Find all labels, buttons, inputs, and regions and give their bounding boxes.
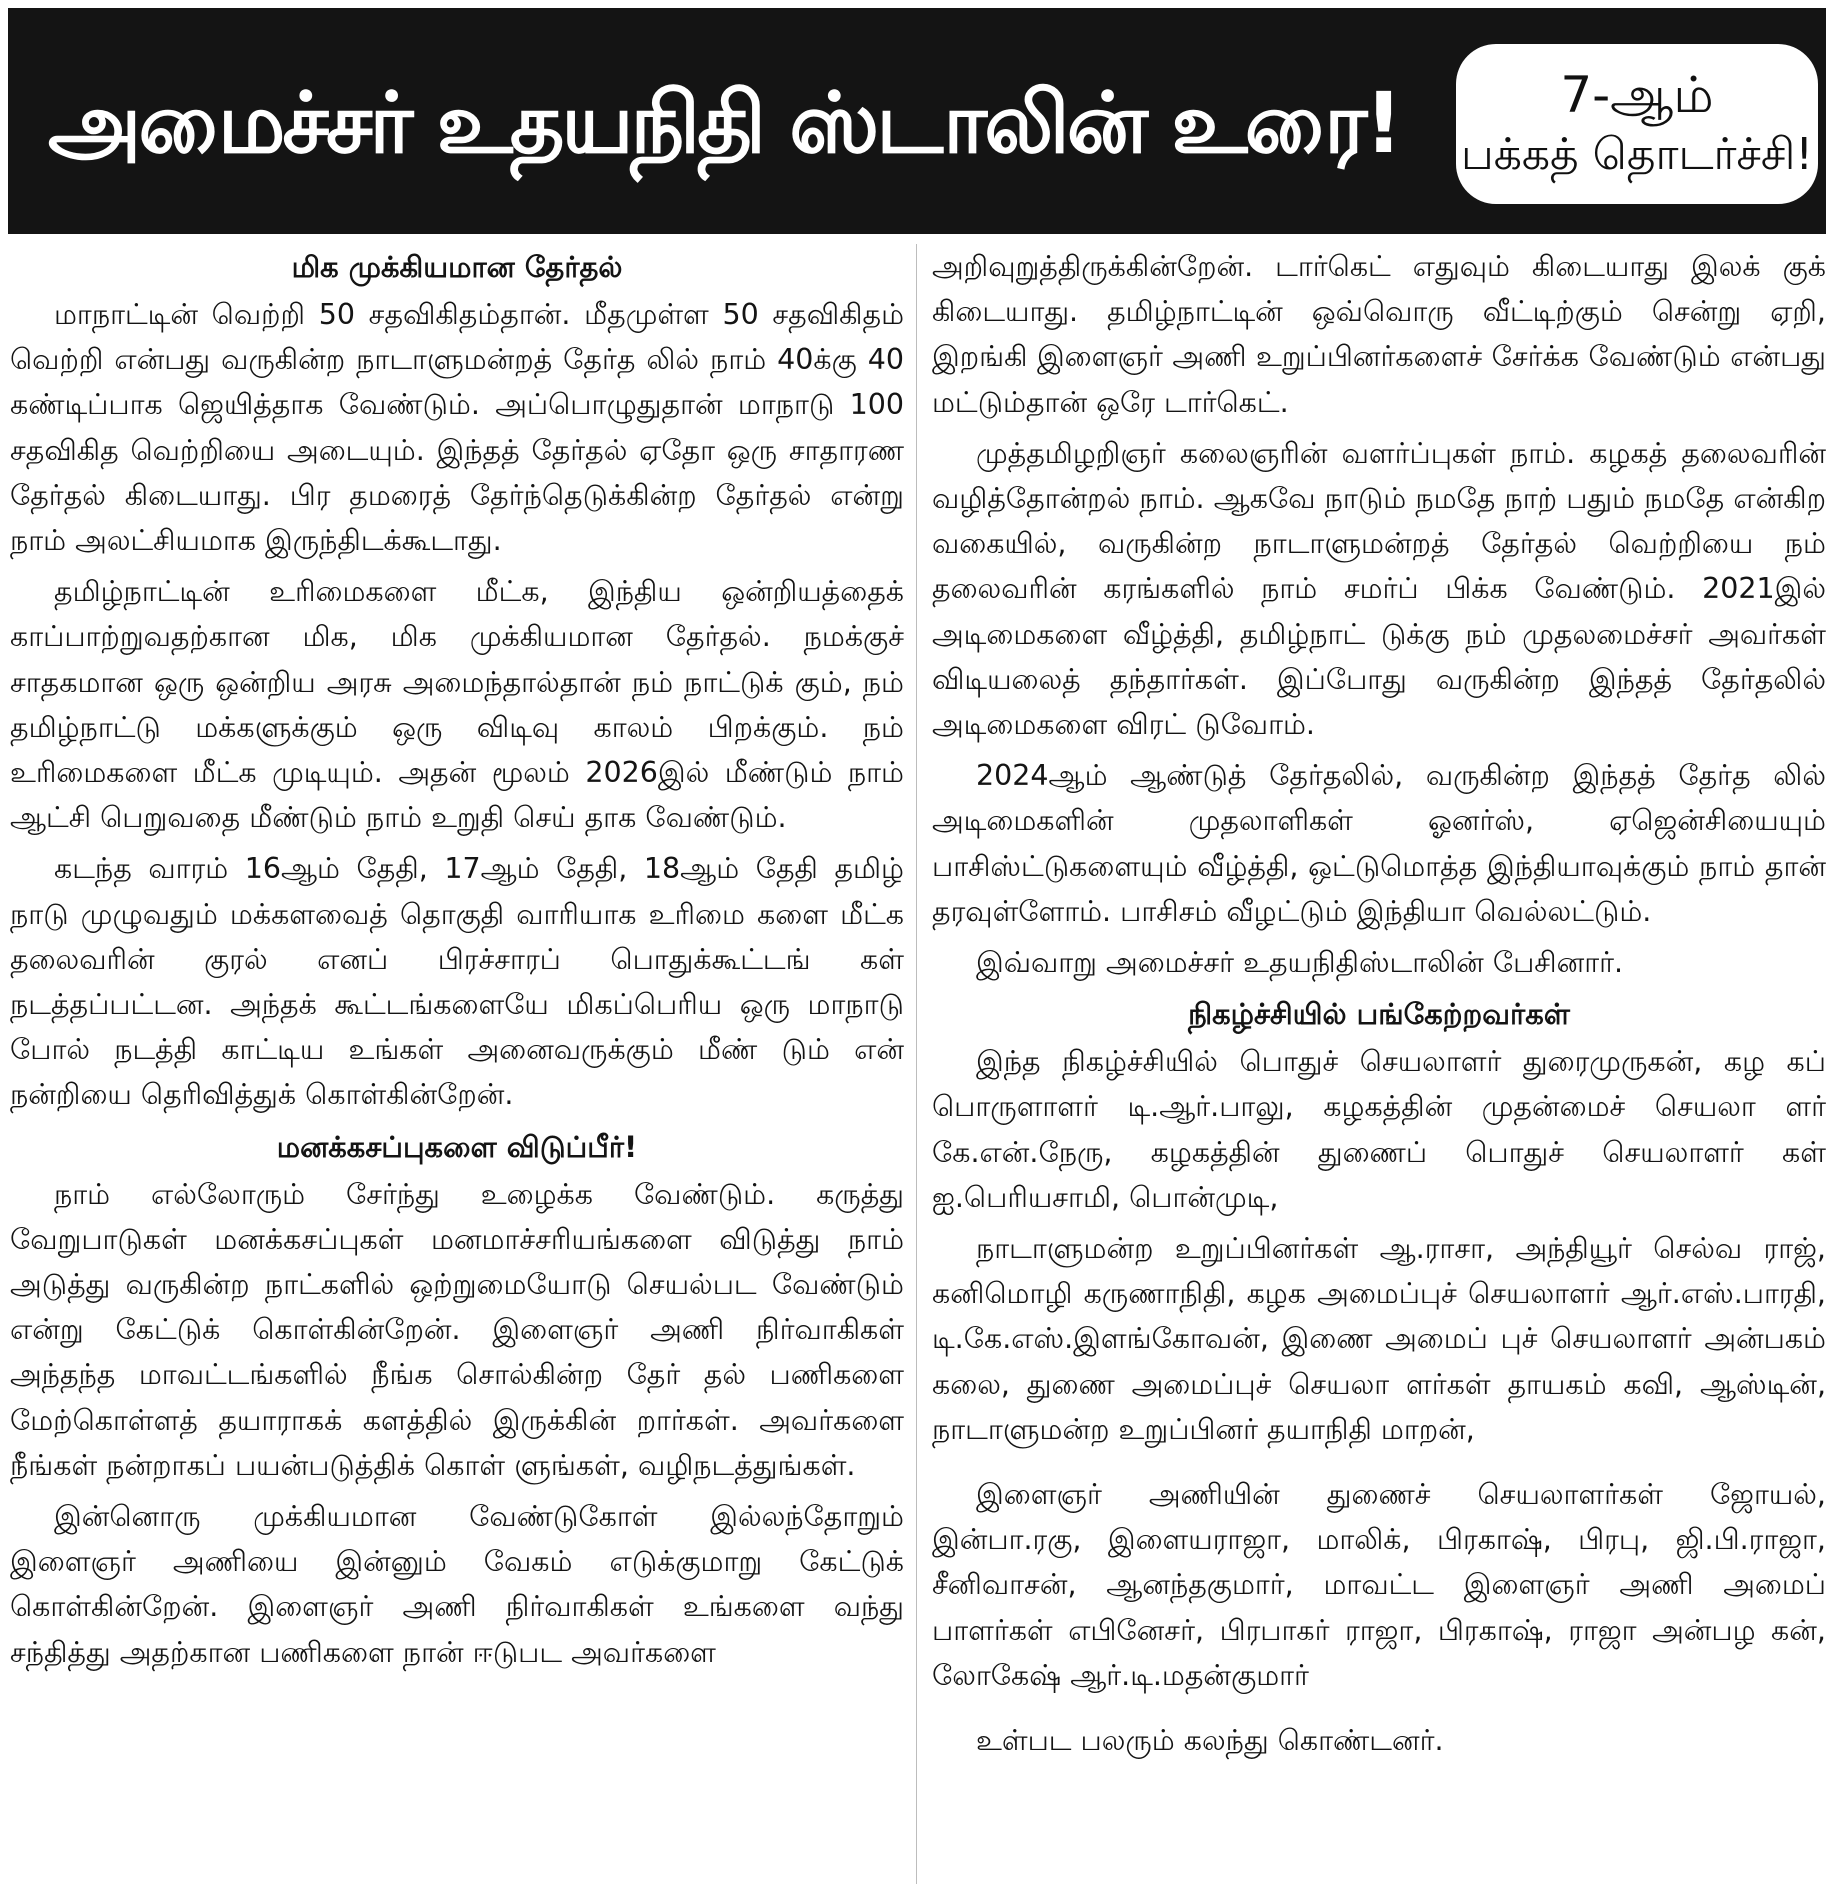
headline: அமைச்சர் உதயநிதி ஸ்டாலின் உரை! — [48, 74, 1400, 172]
article-paragraph: 2024ஆம் ஆண்டுத் தேர்தலில், வருகின்ற இந்தத் தேர்த லில் அடிமைகளின் முதலாளிகள் ஓனர்ஸ், ஏஜென்சியையும் பாசிஸ்ட்டுகளையும் வீழ்த்தி, ஒட்டுமொத்த இந்தியாவுக்கும் நாம் தான் தரவுள்ளோம். பாசிசம் வீழட்டும் இந்தியா வெல்லட்டும். — [932, 759, 1826, 928]
right-column — [932, 244, 1826, 1884]
article-paragraph: நாம் எல்லோரும் சேர்ந்து உழைக்க வேண்டும். கருத்து வேறுபாடுகள் மனக்கசப்புகள் மனமாச்சரியங்களை விடுத்து நாம் அடுத்து வருகின்ற நாட்களில் ஒற்றுமையோடு செயல்பட வேண்டும் என்று கேட்டுக் கொள்கின்றேன். இளைஞர் அணி நிர்வாகிகள் அந்தந்த மாவட்டங்களில் நீங்க சொல்கின்ற தேர் தல் பணிகளை மேற்கொள்ளத் தயாராகக் களத்தில் இருக்கின் றார்கள். அவர்களை நீங்கள் நன்றாகப் பயன்படுத்திக் கொள் ளுங்கள், வழிநடத்துங்கள். — [10, 1177, 904, 1482]
article-paragraph: உள்பட பலரும் கலந்து கொண்டனர். — [976, 1724, 1444, 1758]
column-divider — [916, 244, 917, 1884]
article-paragraph: நாடாளுமன்ற உறுப்பினர்கள் ஆ.ராசா, அந்தியூர் செல்வ ராஜ், கனிமொழி கருணாநிதி, கழக அமைப்புச் செயலாளர் ஆர்.எஸ்.பாரதி, டி.கே.எஸ்.இளங்கோவன், இணை அமைப் புச் செயலாளர் அன்பகம் கலை, துணை அமைப்புச் செயலா ளர்கள் தாயகம் கவி, ஆஸ்டின், நாடாளுமன்ற உறுப்பினர் தயாநிதி மாறன், — [932, 1232, 1826, 1446]
continuation-page-label: 7-ஆம் — [1560, 66, 1714, 124]
article-paragraph: இந்த நிகழ்ச்சியில் பொதுச் செயலாளர் துரைமுருகன், கழ கப் பொருளாளர் டி.ஆர்.பாலு, கழகத்தின் முதன்மைச் செயலா ளர் கே.என்.நேரு, கழகத்தின் துணைப் பொதுச் செயலாளர் கள் ஐ.பெரியசாமி, பொன்முடி, — [932, 1045, 1826, 1214]
article-paragraph: இவ்வாறு அமைச்சர் உதயநிதிஸ்டாலின் பேசினார். — [976, 946, 1624, 980]
article-paragraph: அறிவுறுத்திருக்கின்றேன். டார்கெட் எதுவும் கிடையாது இலக் குக் கிடையாது. தமிழ்நாட்டின் ஒவ்வொரு வீட்டிற்கும் சென்று ஏறி, இறங்கி இளைஞர் அணி உறுப்பினர்களைச் சேர்க்க வேண்டும் என்பது மட்டும்தான் ஒரே டார்கெட். — [932, 250, 1826, 419]
section-heading-drop-grievances: மனக்கசப்புகளை விடுப்பீர்! — [276, 1129, 638, 1164]
paragraph-gap — [932, 1704, 1826, 1718]
section-heading-participants: நிகழ்ச்சியில் பங்கேற்றவர்கள் — [1188, 997, 1570, 1032]
section-heading-important-election: மிக முக்கியமான தேர்தல் — [291, 250, 623, 284]
article-paragraph: இன்னொரு முக்கியமான வேண்டுகோள் இல்லந்தோறும் இளைஞர் அணியை இன்னும் வேகம் எடுக்குமாறு கேட்டுக் கொள்கின்றேன். இளைஞர் அணி நிர்வாகிகள் உங்களை வந்து சந்தித்து அதற்கான பணிகளை நான் ஈடுபட அவர்களை — [10, 1500, 904, 1669]
continuation-text: பக்கத் தொடர்ச்சி! — [1460, 129, 1814, 180]
article-paragraph: மாநாட்டின் வெற்றி 50 சதவிகிதம்தான். மீதமுள்ள 50 சதவிகிதம் வெற்றி என்பது வருகின்ற நாடாளுமன்றத் தேர்த லில் நாம் 40க்கு 40 கண்டிப்பாக ஜெயித்தாக வேண்டும். அப்பொழுதுதான் மாநாடு 100 சதவிகித வெற்றியை அடையும். இந்தத் தேர்தல் ஏதோ ஒரு சாதாரண தேர்தல் கிடையாது. பிர தமரைத் தேர்ந்தெடுக்கின்ற தேர்தல் என்று நாம் அலட்சியமாக இருந்திடக்கூடாது. — [10, 298, 904, 558]
article-paragraph: இளைஞர் அணியின் துணைச் செயலாளர்கள் ஜோயல், இன்பா.ரகு, இளையராஜா, மாலிக், பிரகாஷ், பிரபு, ஜி.பி.ராஜா, சீனிவாசன், ஆனந்தகுமார், மாவட்ட இளைஞர் அணி அமைப் பாளர்கள் எபினேசர், பிரபாகர் ராஜா, பிரகாஷ், ராஜா அன்பழ கன், லோகேஷ் ஆர்.டி.மதன்குமார் — [932, 1478, 1826, 1692]
article-paragraph: தமிழ்நாட்டின் உரிமைகளை மீட்க, இந்திய ஒன்றியத்தைக் காப்பாற்றுவதற்கான மிக, மிக முக்கியமான தேர்தல். நமக்குச் சாதகமான ஒரு ஒன்றிய அரசு அமைந்தால்தான் நம் நாட்டுக் கும், நம் தமிழ்நாட்டு மக்களுக்கும் ஒரு விடிவு காலம் பிறக்கும். நம் உரிமைகளை மீட்க முடியும். அதன் மூலம் 2026இல் மீண்டும் நாம் ஆட்சி பெறுவதை மீண்டும் நாம் உறுதி செய் தாக வேண்டும். — [10, 575, 904, 835]
continuation-badge — [1456, 44, 1818, 204]
paragraph-gap — [932, 1458, 1826, 1472]
article-paragraph: முத்தமிழறிஞர் கலைஞரின் வளர்ப்புகள் நாம். கழகத் தலைவரின் வழித்தோன்றல் நாம். ஆகவே நாடும் நமதே நாற் பதும் நமதே என்கிற வகையில், வருகின்ற நாடாளுமன்றத் தேர்தல் வெற்றியை நம் தலைவரின் கரங்களில் நாம் சமர்ப் பிக்க வேண்டும். 2021இல் அடிமைகளை வீழ்த்தி, தமிழ்நாட் டுக்கு நம் முதலமைச்சர் அவர்கள் விடியலைத் தந்தார்கள். இப்போது வருகின்ற இந்தத் தேர்தலில் அடிமைகளை விரட் டுவோம். — [932, 436, 1826, 742]
article-paragraph: கடந்த வாரம் 16ஆம் தேதி, 17ஆம் தேதி, 18ஆம் தேதி தமிழ் நாடு முழுவதும் மக்களவைத் தொகுதி வாரியாக உரிமை களை மீட்க தலைவரின் குரல் எனப் பிரச்சாரப் பொதுக்கூட்டங் கள் நடத்தப்பட்டன. அந்தக் கூட்டங்களையே மிகப்பெரிய ஒரு மாநாடு போல் நடத்தி காட்டிய உங்கள் அனைவருக்கும் மீண் டும் என் நன்றியை தெரிவித்துக் கொள்கின்றேன். — [10, 852, 904, 1112]
headline-banner — [8, 8, 1826, 234]
left-column — [10, 244, 904, 1884]
